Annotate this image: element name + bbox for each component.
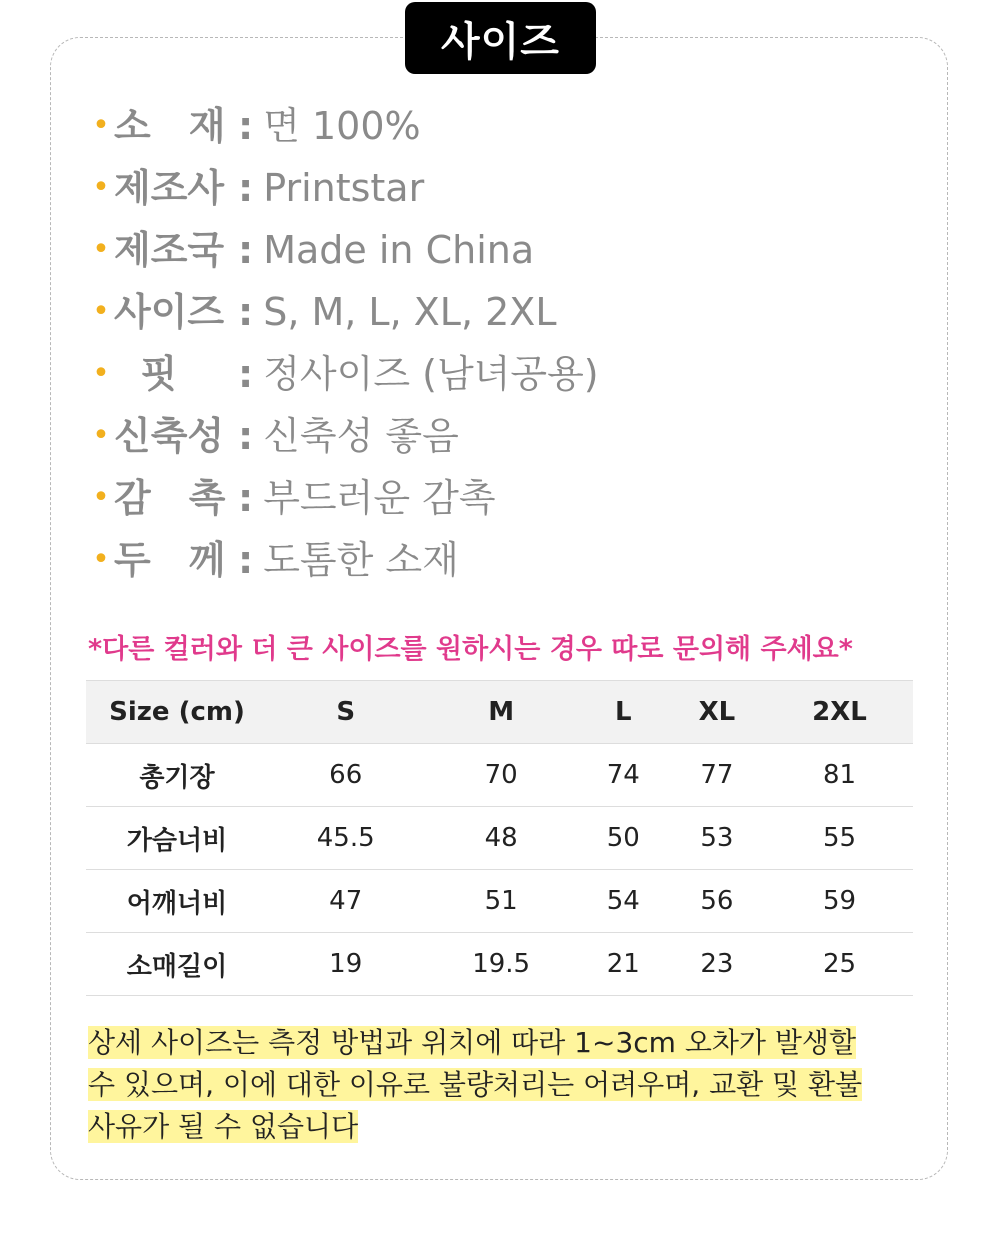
table-cell: 56 [668,870,766,933]
spec-colon: : [238,104,254,148]
bullet-icon: • [92,108,110,143]
bullet-icon: • [92,480,110,515]
spec-label: 두 께 [114,538,226,582]
table-header-row [86,681,913,744]
table-cell: 48 [423,807,578,870]
column-header: S [268,681,423,744]
spec-colon: : [238,414,254,458]
row-header: 소매길이 [86,933,268,996]
spec-label: 소 재 [114,104,226,148]
spec-colon: : [238,290,254,334]
spec-row-material [88,95,948,157]
bullet-icon: • [92,170,110,205]
table-cell: 45.5 [268,807,423,870]
table-cell: 77 [668,744,766,807]
page-title: 사이즈 [405,2,596,74]
spec-value: Printstar [263,166,425,210]
spec-value: 부드러운 감촉 [263,476,496,520]
table-cell: 50 [579,807,668,870]
spec-row-manufacturer [88,157,948,219]
table-row [86,807,913,870]
size-table [86,680,913,996]
bullet-icon: • [92,356,110,391]
column-header: L [579,681,668,744]
spec-value: 신축성 좋음 [263,414,459,458]
spec-value: 정사이즈 (남녀공용) [263,352,599,396]
notice-text: *다른 컬러와 더 큰 사이즈를 원하시는 경우 따로 문의해 주세요* [88,634,853,665]
bullet-icon: • [92,232,110,267]
spec-row-country [88,219,948,281]
spec-colon: : [238,476,254,520]
bullet-icon: • [92,294,110,329]
spec-row-elasticity [88,405,948,467]
table-cell: 51 [423,870,578,933]
spec-colon: : [238,228,254,272]
spec-label: 제조사 [114,166,225,210]
spec-colon: : [238,166,254,210]
spec-label: 핏 [114,352,178,396]
row-header: 어깨너비 [86,870,268,933]
spec-colon: : [238,538,254,582]
table-cell: 59 [766,870,913,933]
bullet-icon: • [92,418,110,453]
table-cell: 74 [579,744,668,807]
table-cell: 25 [766,933,913,996]
spec-label: 제조국 [114,228,225,272]
table-row [86,870,913,933]
disclaimer [88,1022,918,1148]
spec-label: 사이즈 [114,290,225,334]
table-cell: 19.5 [423,933,578,996]
column-header: Size (cm) [86,681,268,744]
column-header: XL [668,681,766,744]
spec-value: 면 100% [263,104,421,148]
column-header: 2XL [766,681,913,744]
table-cell: 19 [268,933,423,996]
spec-row-fit [88,343,948,405]
table-cell: 47 [268,870,423,933]
row-header: 가슴너비 [86,807,268,870]
spec-value: S, M, L, XL, 2XL [263,290,557,334]
table-cell: 53 [668,807,766,870]
disclaimer-line: 사유가 될 수 없습니다 [88,1110,359,1143]
table-cell: 66 [268,744,423,807]
spec-colon: : [238,352,254,396]
spec-label: 신축성 [114,414,225,458]
row-header: 총기장 [86,744,268,807]
table-cell: 54 [579,870,668,933]
bullet-icon: • [92,542,110,577]
table-cell: 23 [668,933,766,996]
spec-row-thickness [88,529,948,591]
spec-row-sizes [88,281,948,343]
spec-list [88,95,948,591]
spec-row-texture [88,467,948,529]
table-cell: 81 [766,744,913,807]
table-cell: 21 [579,933,668,996]
column-header: M [423,681,578,744]
table-cell: 55 [766,807,913,870]
table-cell: 70 [423,744,578,807]
table-row [86,933,913,996]
spec-value: 도톰한 소재 [263,538,459,582]
disclaimer-line: 수 있으며, 이에 대한 이유로 불량처리는 어려우며, 교환 및 환불 [88,1068,863,1101]
spec-label: 감 촉 [114,476,226,520]
disclaimer-line: 상세 사이즈는 측정 방법과 위치에 따라 1~3cm 오차가 발생할 [88,1026,857,1059]
spec-value: Made in China [263,228,535,272]
table-row [86,744,913,807]
